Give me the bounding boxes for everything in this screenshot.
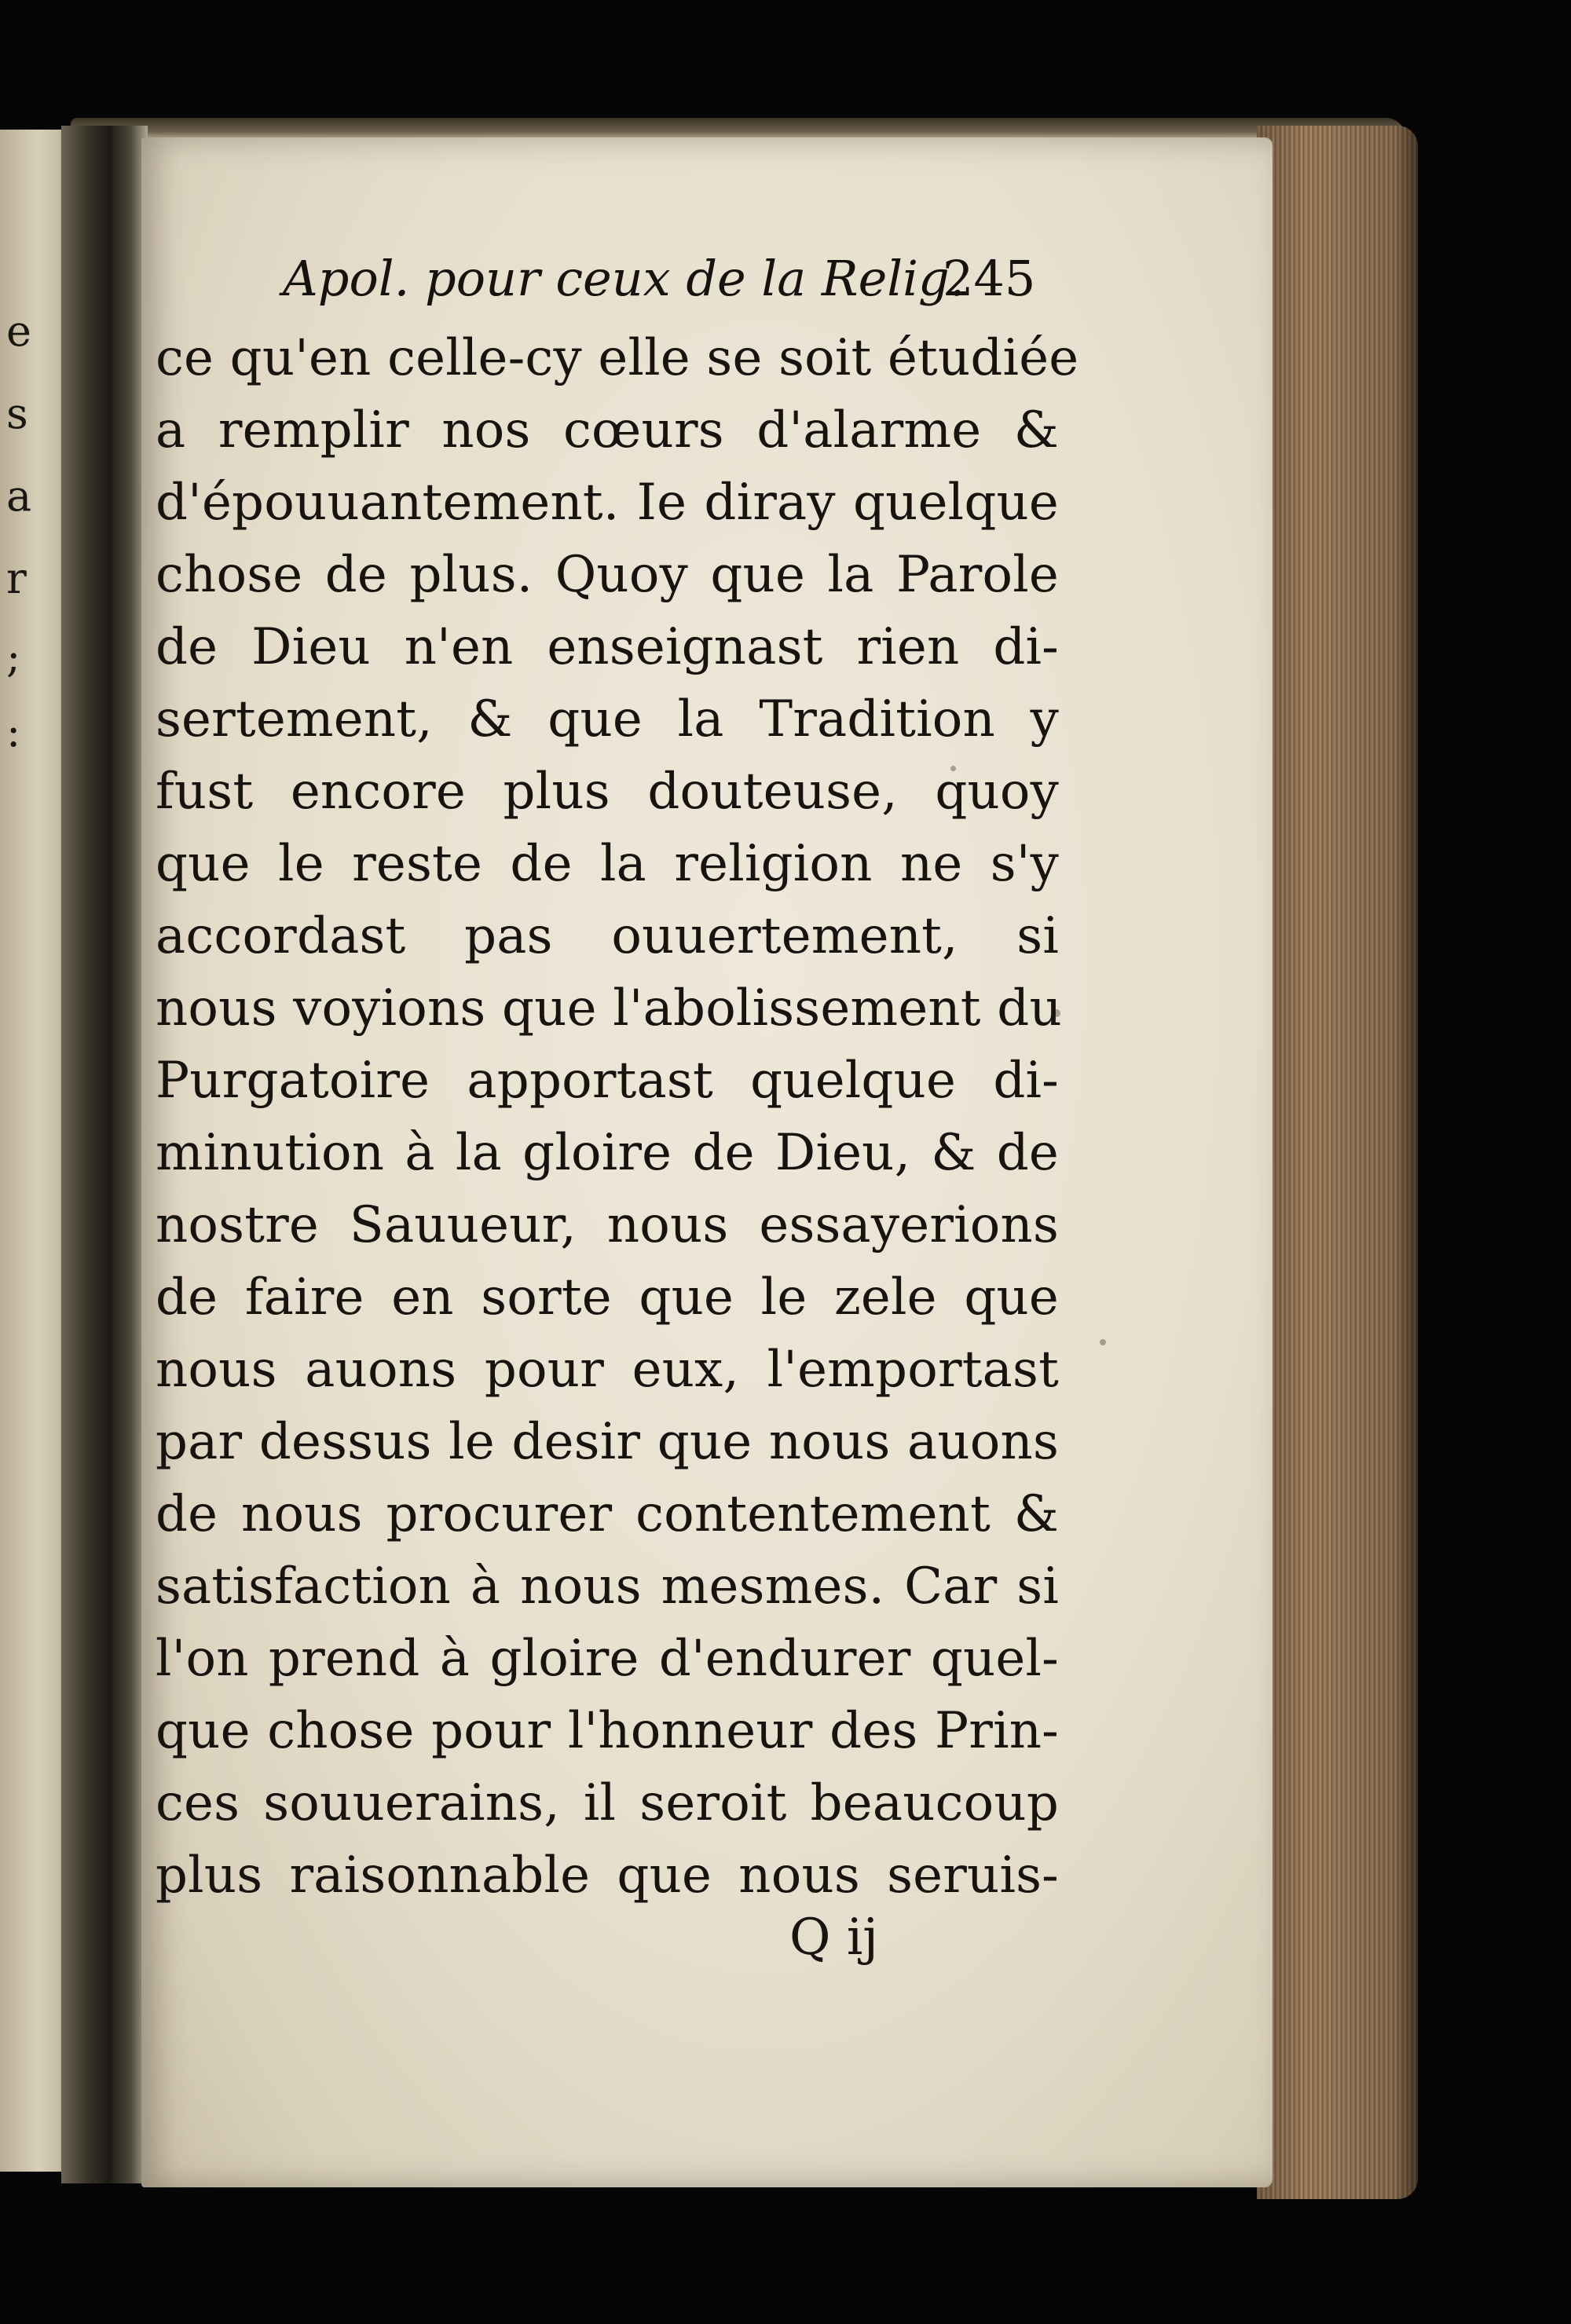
text-line: fust encore plus douteuse, quoy <box>156 763 1059 821</box>
text-line: accordast pas ouuertement, si <box>156 907 1059 965</box>
text-line: nostre Sauueur, nous essayerions <box>156 1196 1059 1254</box>
body-text <box>156 322 1079 1912</box>
text-line: l'on prend à gloire d'endurer quel- <box>156 1630 1059 1688</box>
text-line: de nous procurer contentement & <box>156 1485 1059 1543</box>
text-line: de Dieu n'en enseignast rien di- <box>156 618 1059 676</box>
left-page-mark: a <box>6 471 32 521</box>
text-line: par dessus le desir que nous auons <box>156 1413 1059 1471</box>
left-page-mark: ; <box>6 632 21 682</box>
text-line: a remplir nos cœurs d'alarme & <box>156 401 1059 459</box>
left-page-mark: s <box>6 389 28 438</box>
signature-mark: Q ij <box>789 1909 879 1967</box>
book-fore-edge <box>1257 126 1418 2199</box>
text-line: nous voyions que l'abolissement du <box>156 979 1062 1038</box>
text-line: Purgatoire apportast quelque di- <box>156 1052 1059 1110</box>
text-line: ce qu'en celle-cy elle se soit étudiée <box>156 329 1079 387</box>
paper-speck <box>1100 1339 1106 1345</box>
book-gutter <box>61 126 148 2183</box>
text-line: nous auons pour eux, l'emportast <box>156 1341 1059 1399</box>
left-page-mark: r <box>6 554 27 603</box>
text-line: ces souuerains, il seroit beaucoup <box>156 1774 1059 1832</box>
page-number: 245 <box>943 250 1036 307</box>
text-line: de faire en sorte que le zele que <box>156 1268 1059 1327</box>
left-page-mark: : <box>6 707 21 756</box>
text-line: minution à la gloire de Dieu, & de <box>156 1124 1059 1182</box>
text-line: sertement, & que la Tradition y <box>156 690 1059 748</box>
text-line: que chose pour l'honneur des Prin- <box>156 1702 1059 1760</box>
text-line: chose de plus. Quoy que la Parole <box>156 546 1059 604</box>
left-page-fragment <box>0 130 69 2172</box>
text-line: satisfaction à nous mesmes. Car si <box>156 1557 1059 1616</box>
text-line: d'épouuantement. Ie diray quelque <box>156 474 1059 532</box>
text-line: plus raisonnable que nous seruis- <box>156 1846 1059 1905</box>
left-page-mark: e <box>6 306 31 356</box>
running-head: Apol. pour ceux de la Relig. <box>283 250 965 307</box>
text-line: que le reste de la religion ne s'y <box>156 835 1059 893</box>
